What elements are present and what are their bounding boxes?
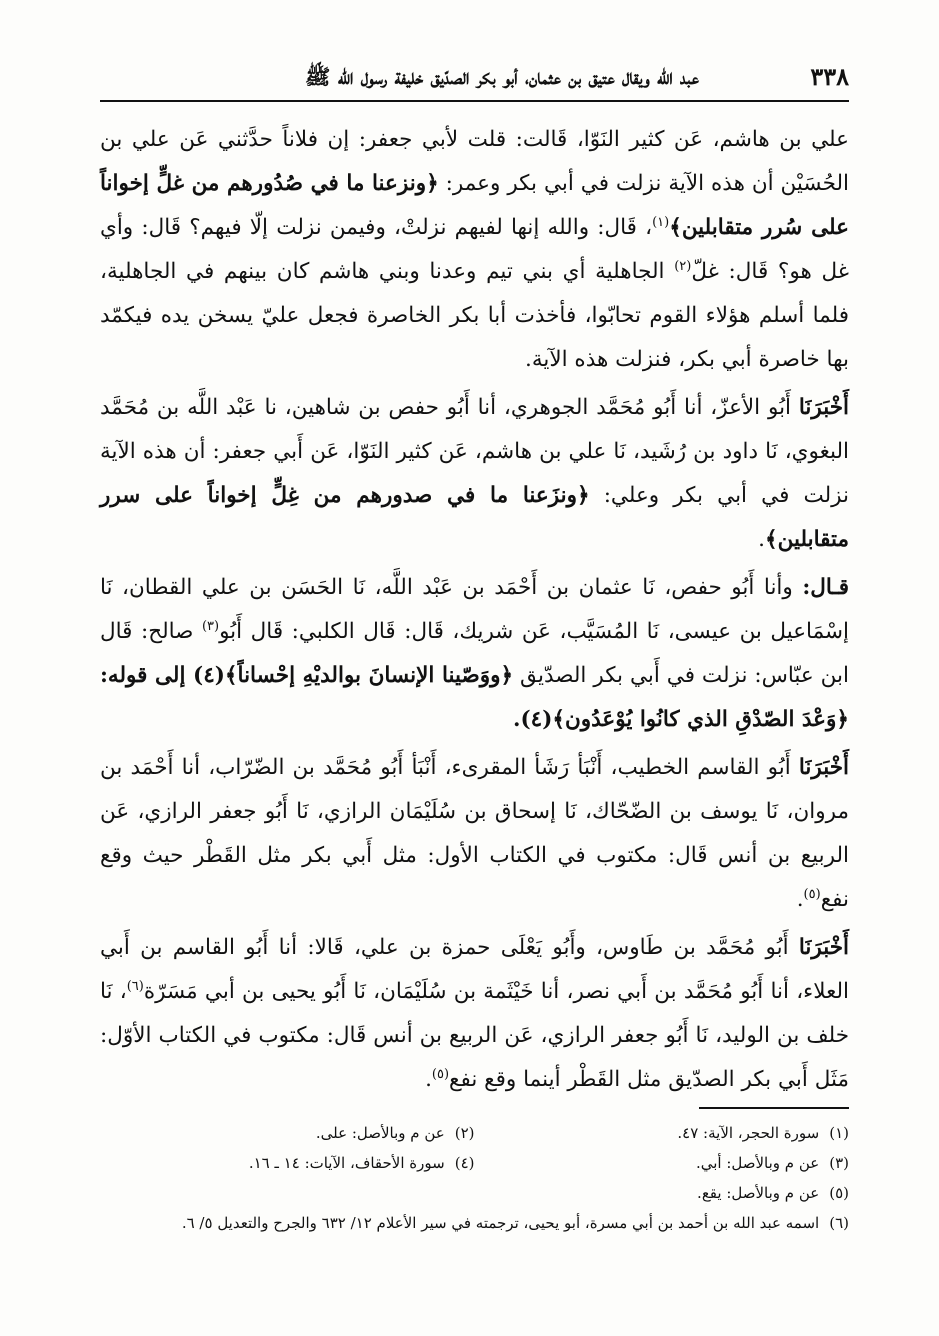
paragraph-lead: قـال: [802,575,849,600]
footnote-number: (٣) [829,1154,849,1172]
footnote-text: سورة الحجر، الآية: ٤٧. [677,1124,820,1142]
footnote-number: (٤) [454,1154,475,1172]
paragraph-text: أَبُو القاسم الخطيب، أَنْبَأ رَشَأ المقرىء، أَنْبَأ أَبُو مُحَمَّد بن الضّرّاب، أنا أَحْمَد بن مروان، نَا يوسف بن الضّحّاك، نَا إسحاق بن سُلَيْمَان الرازي، نَا أَبُو جعفر الرازي، عَن الربيع بن أنس قَال: مكتوب في الكتاب الأول: مثل أَبي بكر مثل القَطْر حيث وقع نفع [100,755,849,912]
footnote-number: (٥) [829,1184,849,1202]
footnote-ref: (٣) [201,618,220,634]
running-title: عبد الله ويقال عتيق بن عثمان، أبو بكر الصدّيق خليفة رسول الله ﷺ [305,64,699,89]
paragraph-text: . [796,887,804,912]
paragraph-lead: أَخْبَرَنَا [798,395,849,420]
footnote-item [100,1148,475,1178]
footnote-text: عن م وبالأصل: أبي. [695,1154,820,1172]
paragraph-lead: أَخْبَرَنَا [798,935,849,960]
footnote-row [100,1148,849,1178]
footnote-row [100,1118,849,1148]
footnote-row [100,1208,849,1238]
paragraph-1 [100,118,849,382]
footnote-item [475,1178,850,1208]
quran-verse: ﴿ونزَعنا ما في صدورهم من غِلٍّ إخواناً على سرر متقابلين﴾ [100,483,849,552]
footnote-number: (١) [829,1124,849,1142]
footnote-number: (٢) [454,1124,475,1142]
footnote-ref: (٥) [431,1066,450,1082]
footnote-text: عن م وبالأصل: يقع. [697,1184,820,1202]
footnote-item [475,1118,850,1148]
paragraph-text: أَبُو الأعزّ، أنا أَبُو مُحَمَّد الجوهري، أنا أَبُو حفص بن شاهين، نا عَبْد اللَّه بن مُحَمَّد البغوي، نَا داود بن رُشَيد، نَا علي بن هاشم، عَن كثير النَوّا، عَن أَبي جعفر: أن هذه الآية نزلت في أبي بكر وعلي: [100,395,849,508]
paragraph-text: . [758,527,766,552]
paragraph-text: علي بن هاشم، عَن كثير النَوّا، قَالت: قلت لأبي جعفر: إن فلاناً حدَّثني عَن علي بن الحُسَيْن أن هذه الآية نزلت في أبي بكر وعمر: [100,127,849,196]
footnote-ref: (٢) [674,258,692,274]
footnote-text: عن م وبالأصل: على. [315,1124,445,1142]
paragraph-text: ، قَال: والله إنها لفيهم نزلتْ، وفيمن نزلت إلّا فيهم؟ قَال: وأي غل هو؟ قَال: غلّ [100,215,849,284]
main-text [100,118,849,1106]
quran-verse: ﴿ونزعنا ما في صُدُورهم من غلٍّ إخواناً على سُرر متقابلين﴾ [100,171,849,240]
paragraph-text: . [425,1067,432,1092]
page-header [100,58,849,102]
paragraph-lead: أَخْبَرَنَا [798,755,849,780]
page-number: ٣٣٨ [810,62,849,91]
paragraph-3 [100,566,849,742]
footnote-number: (٦) [829,1214,849,1232]
paragraph-text: الجاهلية أي بني تيم وعدنا وبني هاشم كان بينهم في الجاهلية، فلما أسلم هؤلاء القوم تحابّوا، فأخذت أبا بكر الخاصرة فجعل عليّ يسخن يده فيكمّد بها خاصرة أبي بكر، فنزلت هذه الآية. [100,259,849,372]
footnote-ref: (٥) [803,886,821,902]
paragraph-text: صالح: قَال ابن عبّاس: نزلت في أَبي بكر الصدّيق [100,619,849,688]
footnote-divider [699,1107,849,1109]
paragraph-text: أَبُو مُحَمَّد بن طَاوس، وأَبُو يَعْلَى حمزة بن علي، قَالا: أنا أَبُو القاسم بن أَبي العلاء، أنا أَبُو مُحَمَّد بن أَبي نصر، أنا خَيْثَمة بن سُلَيْمَان، نَا أَبُو يحيى بن أبي مَسَرّة [100,935,850,1004]
quran-verse: ﴿ووَصّينا الإنسانَ بوالديْهِ إحْساناً﴾(٤) إلى قوله: ﴿وَعْدَ الصّدْقِ الذي كانُوا يُوْعَدُون﴾(٤). [100,663,849,732]
footnote-item [100,1118,475,1148]
paragraph-2 [100,386,849,562]
footnotes [100,1118,849,1238]
footnote-text: اسمه عبد الله بن أحمد بن أبي مسرة، أبو يحيى، ترجمته في سير الأعلام ١٢/ ٦٣٢ والجرح والتعديل ٥/ ٦. [181,1214,820,1232]
footnote-item [182,1208,849,1238]
footnote-row [100,1178,849,1208]
paragraph-5 [100,926,849,1102]
paragraph-4 [100,746,849,922]
footnote-ref: (٦) [126,978,144,994]
paragraph-text: ، نَا خلف بن الوليد، نَا أَبُو جعفر الرازي، عَن الربيع بن أنس قَال: مكتوب في الكتاب الأوّل: مَثَل أَبي بكر الصدّيق مثل القَطْر أينما وقع نفع [100,979,849,1092]
footnote-ref: (١) [652,214,670,230]
paragraph-text: وأنا أَبُو حفص، نَا عثمان بن أَحْمَد بن عَبْد اللَّه، نَا الحَسَن بن علي القطان، نَا إسْمَاعيل بن عيسى، نَا المُسَيَّب، عَن شريك، قَال: قَال الكلبي: قَال أَبُو [100,575,849,644]
footnote-item [475,1148,850,1178]
footnote-text: سورة الأحقاف، الآيات: ١٤ ـ ١٦. [248,1154,445,1172]
